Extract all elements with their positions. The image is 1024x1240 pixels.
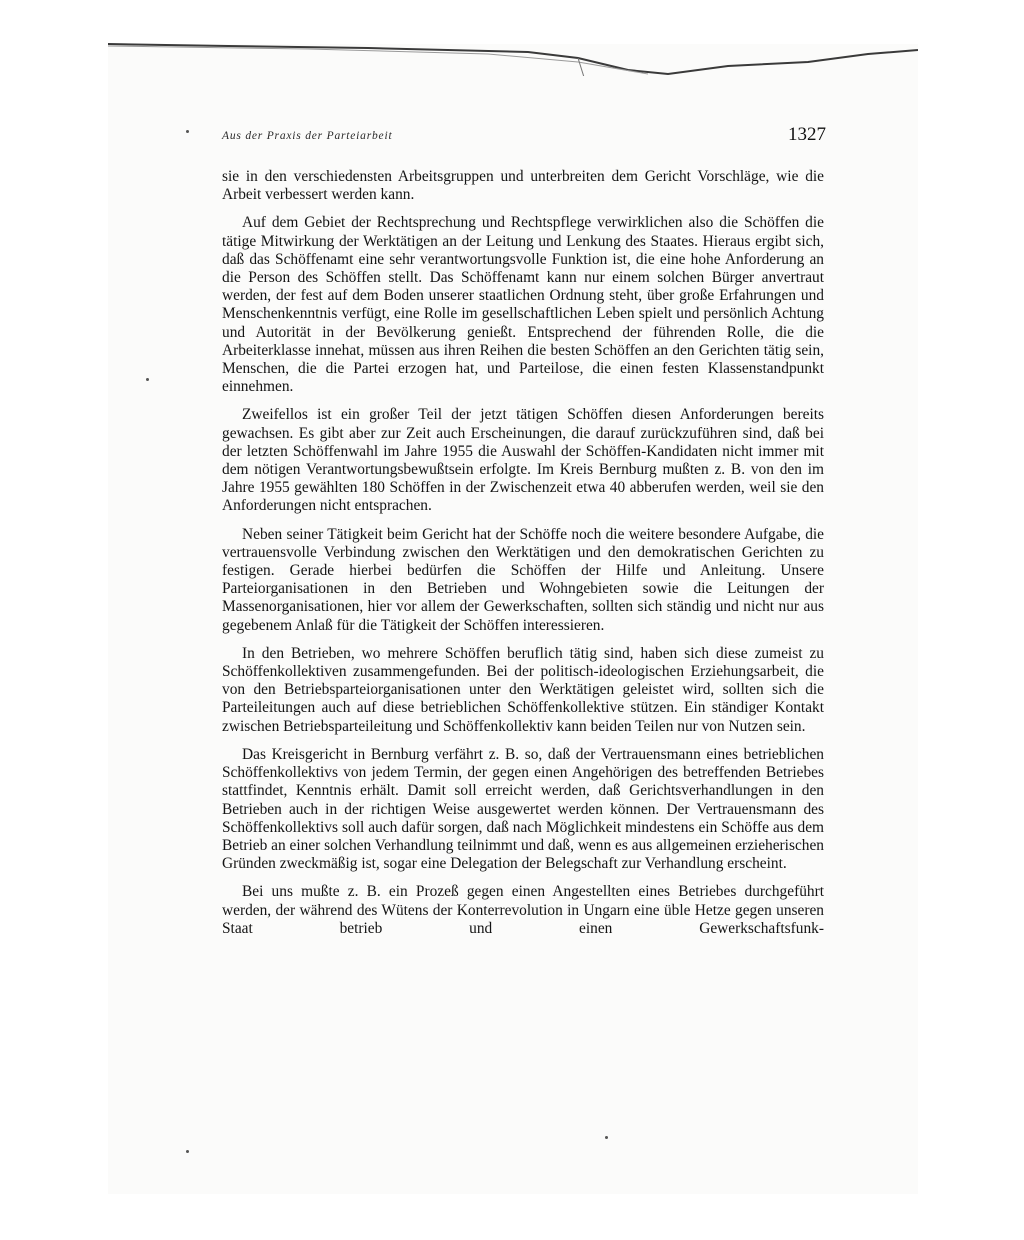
paragraph-7: Bei uns mußte z. B. ein Prozeß gegen einen Angestellten eines Betriebes durchgeführt werden, der während des Wütens der Konterrevolution in Ungarn eine üble Hetze gegen unseren Staat betrieb und einen Gewerkschaftsfunk-: [222, 883, 824, 937]
running-head: Aus der Praxis der Parteiarbeit: [222, 130, 393, 142]
scan-speck: [186, 130, 189, 133]
paragraph-3: Zweifellos ist ein großer Teil der jetzt tätigen Schöffen diesen Anforderungen bereits gewachsen. Es gibt aber zur Zeit auch Erscheinungen, die darauf zurückzuführen sind, daß bei der letzten Schöffenwahl im Jahre 1955 die Auswahl der Schöffen-Kandidaten nicht immer mit dem nötigen Verantwortungsbewußtsein erfolgte. Im Kreis Bernburg mußten z. B. von den im Jahre 1955 gewählten 180 Schöffen in der Zwischenzeit etwa 40 abberufen werden, weil sie den Anforderungen nicht entsprachen.: [222, 406, 824, 515]
paragraph-1: sie in den verschiedensten Arbeitsgruppen und unterbreiten dem Gericht Vorschläge, wie die Arbeit verbessert werden kann.: [222, 168, 824, 204]
paragraph-5: In den Betrieben, wo mehrere Schöffen beruflich tätig sind, haben sich diese zumeist zu Schöffenkollektiven zusammengefunden. Bei der politisch-ideologischen Erziehungsarbeit, die von den Betriebsparteiorganisationen unter den Werktätigen geleistet wird, sollten sich die Parteileitungen auch auf diese betrieblichen Schöffenkollektive stützen. Ein ständiger Kontakt zwischen Betriebsparteileitung und Schöffenkollektiv kann beiden Teilen nur von Nutzen sein.: [222, 644, 824, 735]
torn-top-edge: [108, 40, 918, 76]
scan-speck: [186, 1150, 189, 1153]
page-number: 1327: [788, 124, 826, 145]
page-header: [222, 124, 826, 152]
paragraph-4: Neben seiner Tätigkeit beim Gericht hat der Schöffe noch die weitere besondere Aufgabe, die vertrauensvolle Verbindung zwischen den Werktätigen und den demokratischen Gerichten zu festigen. Gerade hierbei bedürfen die Schöffen der Hilfe und Anleitung. Unsere Parteiorganisationen in den Betrieben und Wohngebieten sowie die Leitungen der Massenorganisationen, hier vor allem der Gewerkschaften, sollten sich ständig und nicht nur aus gegebenem Anlaß für die Tätigkeit der Schöffen interessieren.: [222, 525, 824, 634]
scan-speck: [605, 1136, 608, 1139]
scan-speck: [146, 378, 149, 381]
paragraph-2: Auf dem Gebiet der Rechtsprechung und Rechtspflege verwirklichen also die Schöffen die tätige Mitwirkung der Werktätigen an der Leitung und Lenkung des Staates. Hieraus ergibt sich, daß das Schöffenamt eine sehr verantwortungsvolle Funktion ist, die eine hohe Anforderung an die Person des Schöffen stellt. Das Schöffenamt kann nur einem solchen Bürger anvertraut werden, der fest auf dem Boden unserer staatlichen Ordnung steht, über große Erfahrungen und Menschenkenntnis verfügt, eine Rolle im gesellschaftlichen Leben spielt und persönlich Achtung und Autorität in der Bevölkerung genießt. Entsprechend der führenden Rolle, die die Arbeiterklasse innehat, müssen aus ihren Reihen die besten Schöffen an den Gerichten tätig sein, Menschen, die die Partei erzogen hat, und Parteilose, die einen festen Klassenstandpunkt einnehmen.: [222, 214, 824, 396]
body-text: [222, 168, 824, 948]
paragraph-6: Das Kreisgericht in Bernburg verfährt z. B. so, daß der Vertrauensmann eines betrieblichen Schöffenkollektivs von jedem Termin, der gegen einen Angehörigen des betreffenden Betriebes stattfindet, Kenntnis erhält. Damit soll erreicht werden, daß Gerichtsverhandlungen in den Betrieben auch in der richtigen Weise ausgewertet werden können. Der Vertrauensmann des Schöffenkollektivs soll auch dafür sorgen, daß nach Möglichkeit mindestens ein Schöffe aus dem Betrieb an einer solchen Verhandlung teilnimmt und daß, wenn es aus allgemeinen erzieherischen Gründen zweckmäßig ist, sogar eine Delegation der Belegschaft zur Verhandlung erscheint.: [222, 745, 824, 873]
